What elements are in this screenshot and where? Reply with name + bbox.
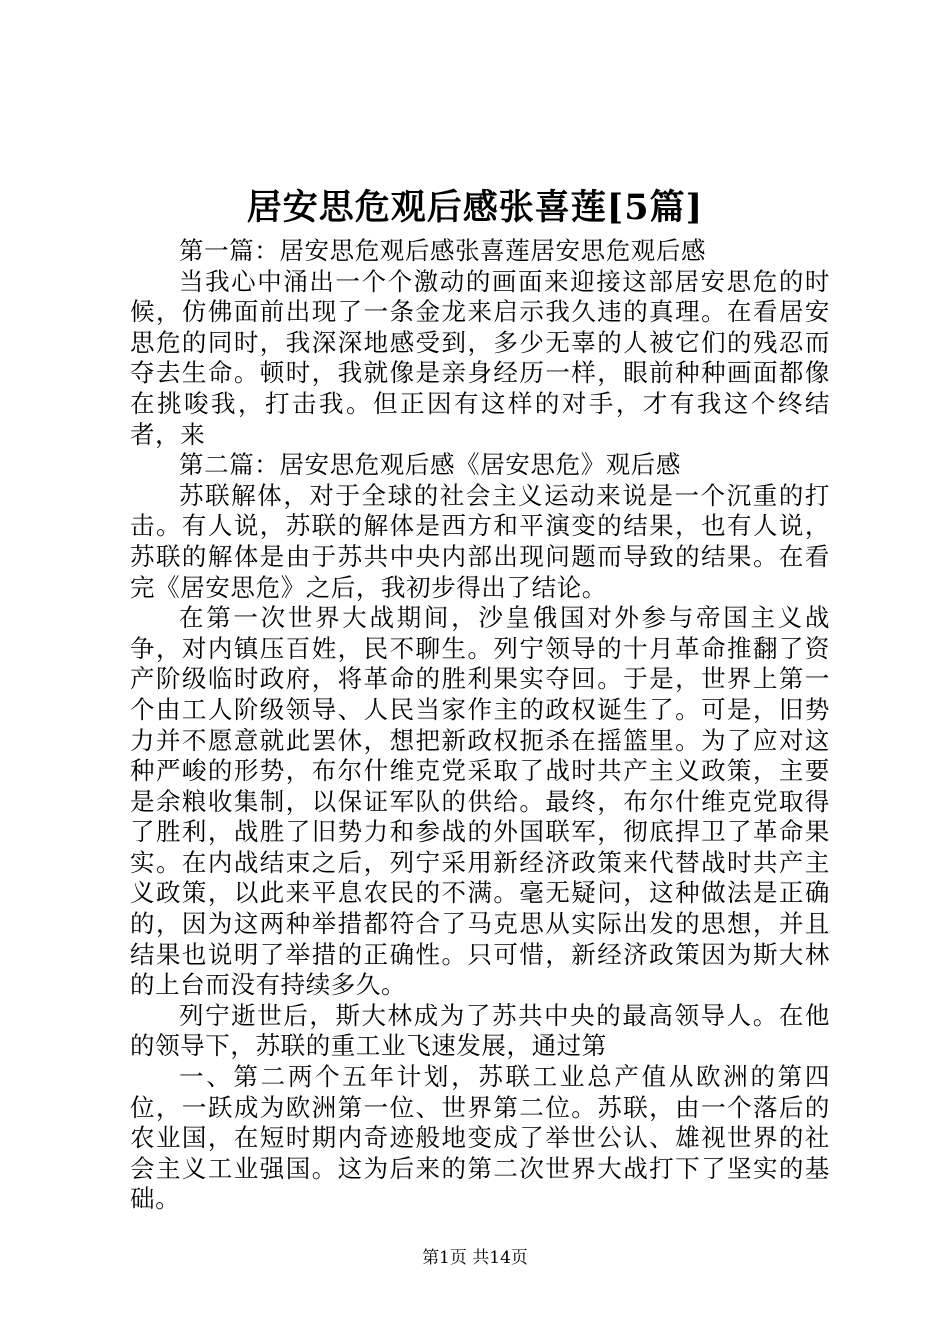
body-paragraph: 苏联解体，对于全球的社会主义运动来说是一个沉重的打击。有人说，苏联的解体是西方和平演变的结果，也有人说，苏联的解体是由于苏共中央内部出现问题而导致的结果。在看完《居安思危》之后，我初步得出了结论。 (130, 480, 830, 602)
document-body (130, 236, 830, 1215)
page-footer: 第1页 共14页 (422, 1248, 528, 1268)
section-heading: 第一篇：居安思危观后感张喜莲居安思危观后感 (179, 236, 707, 265)
document-title: 居安思危观后感张喜莲[5篇] (246, 187, 704, 228)
body-paragraph: 列宁逝世后，斯大林成为了苏共中央的最高领导人。在他的领导下，苏联的重工业飞速发展，通过第 (130, 1000, 830, 1061)
body-paragraph: 在第一次世界大战期间，沙皇俄国对外参与帝国主义战争，对内镇压百姓，民不聊生。列宁领导的十月革命推翻了资产阶级临时政府，将革命的胜利果实夺回。于是，世界上第一个由工人阶级领导、人民当家作主的政权诞生了。可是，旧势力并不愿意就此罢休，想把新政权扼杀在摇篮里。为了应对这种严峻的形势，布尔什维克党采取了战时共产主义政策，主要是余粮收集制，以保证军队的供给。最终，布尔什维克党取得了胜利，战胜了旧势力和参战的外国联军，彻底捍卫了革命果实。在内战结束之后，列宁采用新经济政策来代替战时共产主义政策，以此来平息农民的不满。毫无疑问，这种做法是正确的，因为这两种举措都符合了马克思从实际出发的思想，并且结果也说明了举措的正确性。只可惜，新经济政策因为斯大林的上台而没有持续多久。 (130, 603, 830, 1000)
section-heading: 第二篇：居安思危观后感《居安思危》观后感 (179, 450, 681, 480)
body-paragraph: 一、第二两个五年计划，苏联工业总产值从欧洲的第四位，一跃成为欧洲第一位、世界第二位。苏联，由一个落后的农业国，在短时期内奇迹般地变成了举世公认、雄视世界的社会主义工业强国。这为后来的第二次世界大战打下了坚实的基础。 (130, 1062, 830, 1214)
body-paragraph: 当我心中涌出一个个激动的画面来迎接这部居安思危的时候，仿佛面前出现了一条金龙来启示我久违的真理。在看居安思危的同时，我深深地感受到，多少无辜的人被它们的残忍而夺去生命。顿时，我就像是亲身经历一样，眼前种种画面都像在挑唆我，打击我。但正因有这样的对手，才有我这个终结者，来 (130, 266, 830, 449)
